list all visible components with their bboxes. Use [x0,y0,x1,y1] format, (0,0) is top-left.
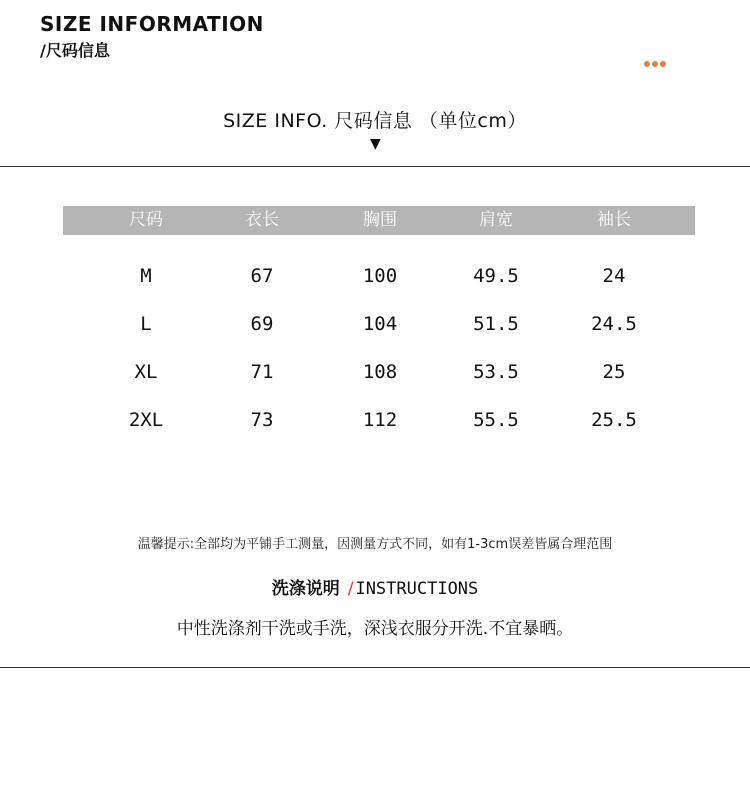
more-dots-icon [644,61,666,67]
table-cell: 25.5 [591,409,637,431]
table-cell: 53.5 [473,361,519,383]
table-row [63,357,695,387]
header-subtitle: /尺码信息 [40,41,110,60]
table-cell: 51.5 [473,313,519,335]
table-cell: 73 [250,409,274,431]
table-cell: 24 [602,265,626,287]
divider-top [0,166,750,167]
down-arrow-icon: ▼ [370,136,381,152]
table-row [63,405,695,435]
size-info-heading: SIZE INFO. 尺码信息 （单位cm） [223,110,527,132]
table-cell: L [140,313,152,335]
column-header-size: 尺码 [129,210,163,230]
column-header-chest: 胸围 [363,210,397,230]
wash-instructions-text: 中性洗涤剂干洗或手洗，深浅衣服分开洗.不宜暴晒。 [176,619,574,639]
table-cell: XL [134,361,158,383]
table-cell: 71 [250,361,274,383]
table-cell: 24.5 [591,313,637,335]
table-cell: 55.5 [473,409,519,431]
table-row [63,309,695,339]
table-cell: M [140,265,152,287]
measurement-tip: 温馨提示:全部均为平铺手工测量，因测量方式不同，如有1-3cm误差皆属合理范围 [137,537,613,552]
column-header-length: 衣长 [245,210,279,230]
table-cell: 112 [362,409,398,431]
size-table-header [63,206,695,235]
table-cell: 67 [250,265,274,287]
wash-instructions-title [0,574,750,599]
table-cell: 104 [362,313,398,335]
dot [652,61,658,67]
wash-title-en: INSTRUCTIONS [355,579,479,599]
table-cell: 49.5 [473,265,519,287]
table-cell: 100 [362,265,398,287]
column-header-shoulder: 肩宽 [479,210,513,230]
table-row [63,261,695,291]
table-cell: 25 [602,361,626,383]
divider-bottom [0,667,750,668]
table-cell: 69 [250,313,274,335]
table-cell: 2XL [128,409,164,431]
dot [660,61,666,67]
wash-title-slash: / [347,579,354,599]
wash-title-cn: 洗涤说明 [271,579,340,599]
dot [644,61,650,67]
header-title: SIZE INFORMATION [40,12,264,36]
column-header-sleeve: 袖长 [597,210,631,230]
table-cell: 108 [362,361,398,383]
